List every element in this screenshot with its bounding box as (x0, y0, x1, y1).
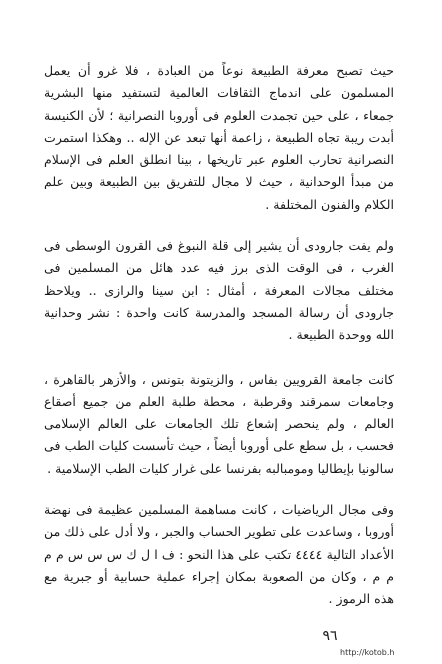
page-number: ٩٦ (322, 628, 338, 644)
paragraph-1: حيث تصبح معرفة الطبيعة نوعاً من العبادة ، فلا غرو أن يعمل المسلمون على اندماج الثقافات العالمية لتستفيد منها البشرية جمعاء ، على حين تجمدت العلوم فى أوروبا النصرانية ؛ لأن الكنيسة أبدت ريبة تجاه الطبيعة ، زاعمة أنها تبعد عن الإله .. وهكذا استمرت النصرانية تحارب العلوم عبر تاريخها ، بينا انطلق العلم فى الإسلام من مبدأ الوحدانية ، حيث لا مجال للتفريق بين الطبيعة وبين علم الكلام والفنون المختلفة . (44, 63, 394, 212)
body-text (44, 60, 394, 611)
paragraph-2: ولم يفت جارودى أن يشير إلى قلة النبوغ فى القرون الوسطى فى الغرب ، فى الوقت الذى برز فيه عدد هائل من المسلمين فى مختلف مجالات المعرفة ، أمثال : ابن سينا والرازى .. ويلاحظ جارودى أن رسالة المسجد والمدرسة كانت واحدة : نشر وحدانية الله ووحدة الطبيعة . (44, 238, 394, 343)
watermark-url: http://kotob.h (340, 648, 395, 657)
paragraph-4: وفى مجال الرياضيات ، كانت مساهمة المسلمين عظيمة فى نهضة أوروبا ، وساعدت على تطوير الحساب والجبر ، ولا أدل على ذلك من الأعداد التالية ٤٤٤٤ تكتب على هذا النحو : ف ا ل ك س س س م م م م ، وكان من الصعوبة بمكان إجراء عملية حسابية أو جبرية مع هذه الرموز . (44, 502, 394, 607)
paragraph-3: كانت جامعة القرويين بفاس ، والزيتونة بتونس ، والأزهر بالقاهرة ، وجامعات سمرقند وقرطبة ، محطة طلبة العلم من جميع أصقاع العالم ، ولم ينحصر إشعاع تلك الجامعات على العالم الإسلامى فحسب ، بل سطع على أوروبا أيضاً ، حيث تأسست كليات الطب فى سالونيا بإيطاليا ومومبالبه بفرنسا على غرار كليات الطب الإسلامية . (44, 371, 394, 476)
